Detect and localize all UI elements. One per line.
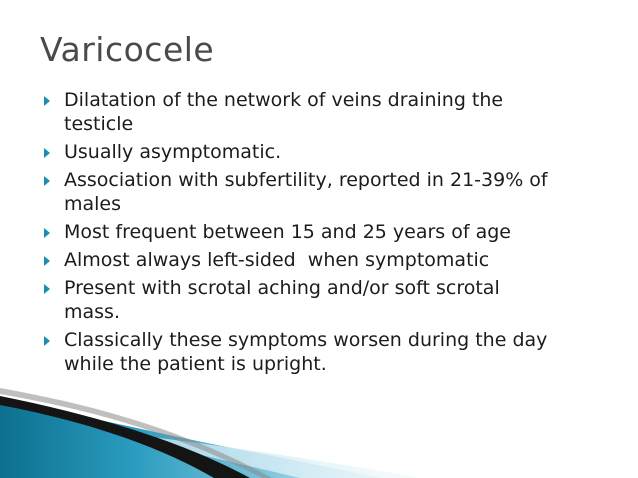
list-item <box>44 140 614 164</box>
bullet-arrow-icon <box>44 336 50 346</box>
list-item <box>44 248 614 272</box>
bullet-text: Present with scrotal aching and/or soft scrotal mass. <box>64 277 500 323</box>
pale-swoosh <box>110 432 420 478</box>
list-item <box>44 168 614 216</box>
bullet-text: Most frequent between 15 and 25 years of age <box>64 221 511 243</box>
bullet-arrow-icon <box>44 284 50 294</box>
bullet-arrow-icon <box>44 96 50 106</box>
slide-title: Varicocele <box>40 30 215 69</box>
bullet-arrow-icon <box>44 228 50 238</box>
black-stripe <box>0 396 250 478</box>
gray-stripe <box>0 388 272 478</box>
teal-swoosh <box>0 400 382 478</box>
bullet-text: Dilatation of the network of veins draining the testicle <box>64 89 504 135</box>
list-item <box>44 88 614 136</box>
bullet-text: Usually asymptomatic. <box>64 141 282 163</box>
list-item <box>44 276 614 324</box>
list-item <box>44 328 614 376</box>
bullet-text: Association with subfertility, reported in 21-39% of males <box>64 169 548 215</box>
bullet-arrow-icon <box>44 176 50 186</box>
bullet-text: Almost always left-sided when symptomatic <box>64 249 490 271</box>
list-item <box>44 220 614 244</box>
bullet-arrow-icon <box>44 148 50 158</box>
bullet-list <box>44 88 614 380</box>
bullet-text: Classically these symptoms worsen during the day while the patient is upright. <box>64 329 548 375</box>
bullet-arrow-icon <box>44 256 50 266</box>
